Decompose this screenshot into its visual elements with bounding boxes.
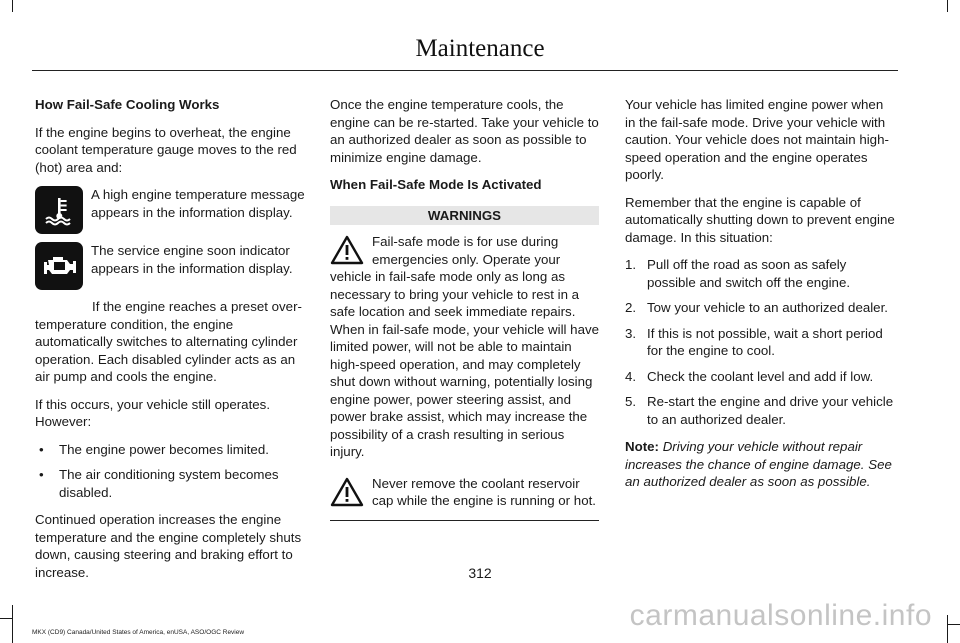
list-item: 4. Check the coolant level and add if low.	[625, 368, 874, 384]
crop-mark-top-left	[12, 0, 13, 12]
list-item: 1. Pull off the road as soon as safely possible and switch off the engine.	[625, 257, 851, 290]
continued-operation-paragraph: Continued operation increases the engine temperature and the engine completely shuts down, causing steering and braking effort to increase.	[35, 512, 302, 580]
page-number: 312	[468, 565, 492, 581]
note-label: Note:	[625, 439, 659, 454]
warning-fail-safe: Fail-safe mode is for use during emergencies only. Operate your vehicle in fail-safe mode only as long as necessary to bring your vehicle to rest in a safe location and seek immediate repairs. When in fail-safe mode, your vehicle will have limited power, will not be able to maintain high-speed operation, and may completely shut down without warning, potentially losing engine power, power steering assist, and power brake assist, which may increase the possibility of a crash resulting in serious injury.	[330, 234, 600, 459]
crop-mark-top-right	[947, 0, 948, 12]
right-column	[625, 96, 897, 501]
crop-mark-bottom-left-v	[12, 605, 13, 643]
however-paragraph: If this occurs, your vehicle still operates. However:	[35, 396, 271, 429]
check-engine-icon	[35, 242, 83, 290]
note-text: Driving your vehicle without repair increases the chance of engine damage. See an authorized dealer as soon as possible.	[625, 439, 892, 489]
footer-text: MKX (CD9) Canada/United States of America, enUSA, ASO/OGC Review	[32, 629, 245, 636]
crop-mark-bottom-right-h	[948, 624, 960, 625]
service-engine-text: The service engine soon indicator appears in the information display.	[91, 243, 293, 276]
list-item: 3. If this is not possible, wait a short period for the engine to cool.	[625, 325, 883, 358]
cools-paragraph: Once the engine temperature cools, the engine can be re-started. Take your vehicle to an authorized dealer as soon as possible to minimize engine damage.	[330, 97, 599, 165]
list-item: 2. Tow your vehicle to an authorized dealer.	[625, 300, 888, 315]
consequence-list	[35, 441, 307, 502]
middle-column	[330, 96, 599, 521]
page-title: Maintenance	[415, 35, 545, 62]
warnings-title: WARNINGS	[330, 206, 599, 226]
icon-row-service-engine	[35, 242, 307, 290]
section-heading-fail-safe-cooling: How Fail-Safe Cooling Works	[35, 97, 220, 112]
warnings-end-rule	[330, 520, 599, 521]
crop-mark-bottom-left-h	[0, 618, 12, 619]
list-item: • The engine power becomes limited.	[39, 441, 269, 457]
warning-triangle-icon	[330, 235, 364, 265]
steps-list	[625, 256, 897, 428]
note-paragraph	[625, 438, 897, 491]
preset-condition-paragraph: If the engine reaches a preset over-temperature condition, the engine automatically switches to alternating cylinder operation. Each disabled cylinder acts as an air pump and cools the engine.	[35, 299, 302, 384]
warning-triangle-icon	[330, 477, 364, 507]
watermark: carmanualsonline.info	[629, 599, 932, 632]
left-column	[35, 96, 307, 591]
list-item: • The air conditioning system becomes disabled.	[39, 467, 279, 500]
temperature-message-text: A high engine temperature message appears in the information display.	[91, 187, 305, 220]
limited-power-paragraph: Your vehicle has limited engine power when in the fail-safe mode. Drive your vehicle with caution. Your vehicle does not maintain high-speed operation and the engine operates poorly.	[625, 97, 889, 182]
icon-row-temperature	[35, 186, 307, 234]
coolant-temperature-icon	[35, 186, 83, 234]
remember-paragraph: Remember that the engine is capable of automatically shutting down to prevent engine damage. In this situation:	[625, 194, 895, 245]
header-rule	[32, 70, 898, 71]
crop-mark-bottom-right-v	[947, 615, 948, 643]
warning-coolant-cap: Never remove the coolant reservoir cap while the engine is running or hot.	[330, 475, 599, 510]
intro-paragraph: If the engine begins to overheat, the engine coolant temperature gauge moves to the red (hot) area and:	[35, 124, 297, 175]
section-heading-fail-safe-activated: When Fail-Safe Mode Is Activated	[330, 177, 542, 192]
list-item: 5. Re-start the engine and drive your vehicle to an authorized dealer.	[625, 394, 894, 427]
